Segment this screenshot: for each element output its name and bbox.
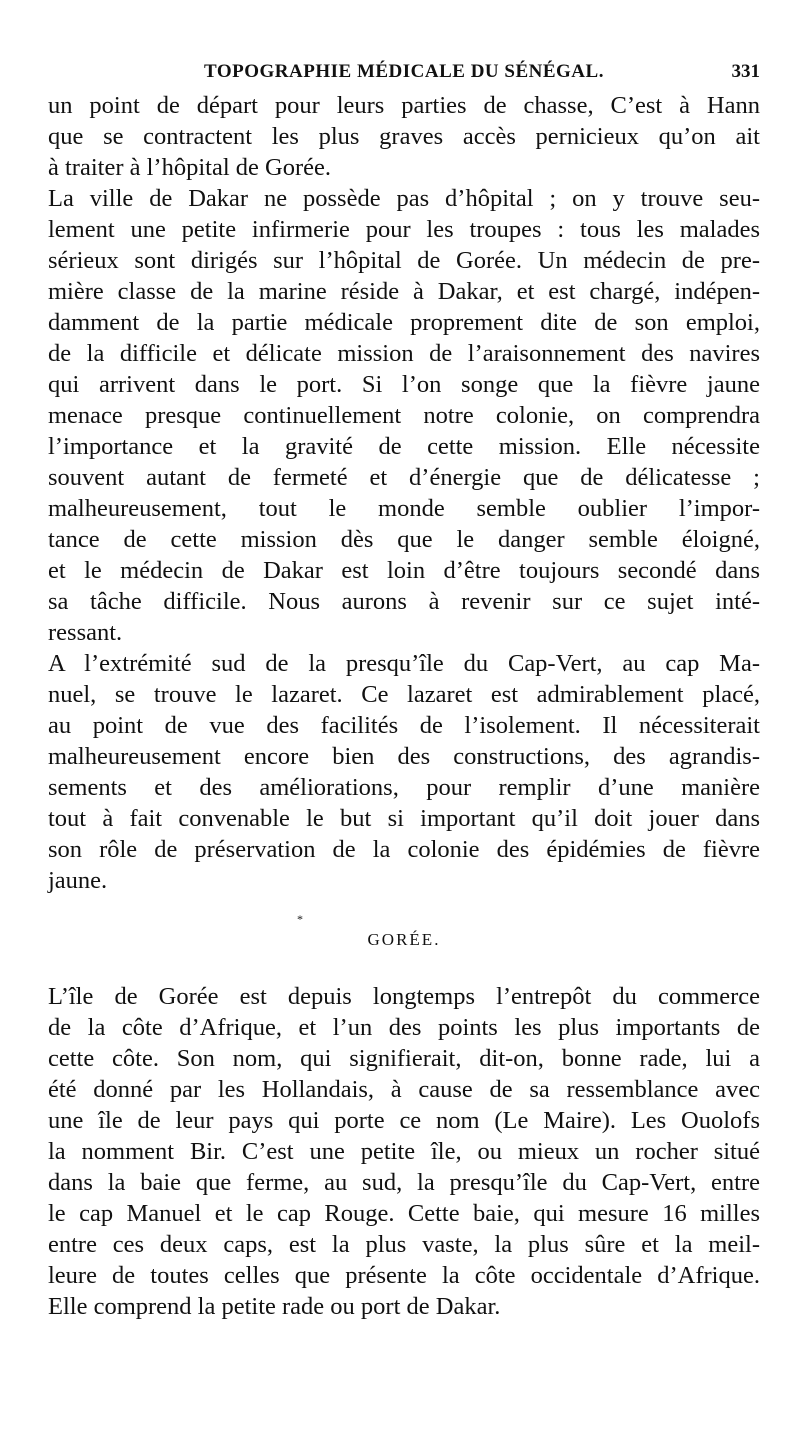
text-line: La ville de Dakar ne possède pas d’hôpital ; on y trouve seu- xyxy=(48,185,760,212)
text-line: mière classe de la marine réside à Dakar, et est chargé, indépen- xyxy=(48,278,760,305)
text-line: Elle comprend la petite rade ou port de Dakar. xyxy=(48,1293,501,1320)
text-line: entre ces deux caps, est la plus vaste, la plus sûre et la meil- xyxy=(48,1231,760,1258)
text-line: sérieux sont dirigés sur l’hôpital de Gorée. Un médecin de pre- xyxy=(48,247,760,274)
text-line: le cap Manuel et le cap Rouge. Cette baie, qui mesure 16 milles xyxy=(48,1200,760,1227)
text-line: malheureusement, tout le monde semble oublier l’impor- xyxy=(48,495,760,522)
text-line: nuel, se trouve le lazaret. Ce lazaret est admirablement placé, xyxy=(48,681,760,708)
text-line: au point de vue des facilités de l’isolement. Il nécessiterait xyxy=(48,712,760,739)
ornament-mark: * xyxy=(297,912,303,926)
text-line: ressant. xyxy=(48,619,123,646)
text-line: malheureusement encore bien des constructions, des agrandis- xyxy=(48,743,760,770)
text-line: et le médecin de Dakar est loin d’être toujours secondé dans xyxy=(48,557,760,584)
text-line: lement une petite infirmerie pour les troupes : tous les malades xyxy=(48,216,760,243)
text-line: tance de cette mission dès que le danger semble éloigné, xyxy=(48,526,760,553)
text-line: menace presque continuellement notre colonie, on comprendra xyxy=(48,402,760,429)
text-line: qui arrivent dans le port. Si l’on songe que la fièvre jaune xyxy=(48,371,760,398)
text-line: damment de la partie médicale proprement dite de son emploi, xyxy=(48,309,760,336)
text-line: A l’extrémité sud de la presqu’île du Cap-Vert, au cap Ma- xyxy=(48,650,760,677)
page-number: 331 xyxy=(731,61,760,82)
text-line: à traiter à l’hôpital de Gorée. xyxy=(48,154,331,181)
text-line: jaune. xyxy=(48,867,108,894)
text-line: sa tâche difficile. Nous aurons à revenir sur ce sujet inté- xyxy=(48,588,760,615)
section-heading: GORÉE. xyxy=(367,930,441,949)
text-line: sements et des améliorations, pour remplir d’une manière xyxy=(48,774,760,801)
text-line: L’île de Gorée est depuis longtemps l’entrepôt du commerce xyxy=(48,983,760,1010)
text-line: de la côte d’Afrique, et l’un des points les plus importants de xyxy=(48,1014,760,1041)
text-line: une île de leur pays qui porte ce nom (Le Maire). Les Ouolofs xyxy=(48,1107,760,1134)
text-line: cette côte. Son nom, qui signifierait, dit-on, bonne rade, lui a xyxy=(48,1045,760,1072)
text-line: que se contractent les plus graves accès pernicieux qu’on ait xyxy=(48,123,760,150)
text-line: dans la baie que ferme, au sud, la presqu’île du Cap-Vert, entre xyxy=(48,1169,760,1196)
text-line: un point de départ pour leurs parties de chasse, C’est à Hann xyxy=(48,92,760,119)
running-header xyxy=(48,56,760,88)
text-line: de la difficile et délicate mission de l’araisonnement des navires xyxy=(48,340,760,367)
text-line: leure de toutes celles que présente la côte occidentale d’Afrique. xyxy=(48,1262,760,1289)
text-line: son rôle de préservation de la colonie des épidémies de fièvre xyxy=(48,836,760,863)
text-line: tout à fait convenable le but si important qu’il doit jouer dans xyxy=(48,805,760,832)
running-title: TOPOGRAPHIE MÉDICALE DU SÉNÉGAL. xyxy=(204,61,604,82)
text-line: la nomment Bir. C’est une petite île, ou mieux un rocher situé xyxy=(48,1138,760,1165)
text-line: l’importance et la gravité de cette mission. Elle nécessite xyxy=(48,433,760,460)
text-line: souvent autant de fermeté et d’énergie que de délicatesse ; xyxy=(48,464,760,491)
text-line: été donné par les Hollandais, à cause de sa ressemblance avec xyxy=(48,1076,760,1103)
